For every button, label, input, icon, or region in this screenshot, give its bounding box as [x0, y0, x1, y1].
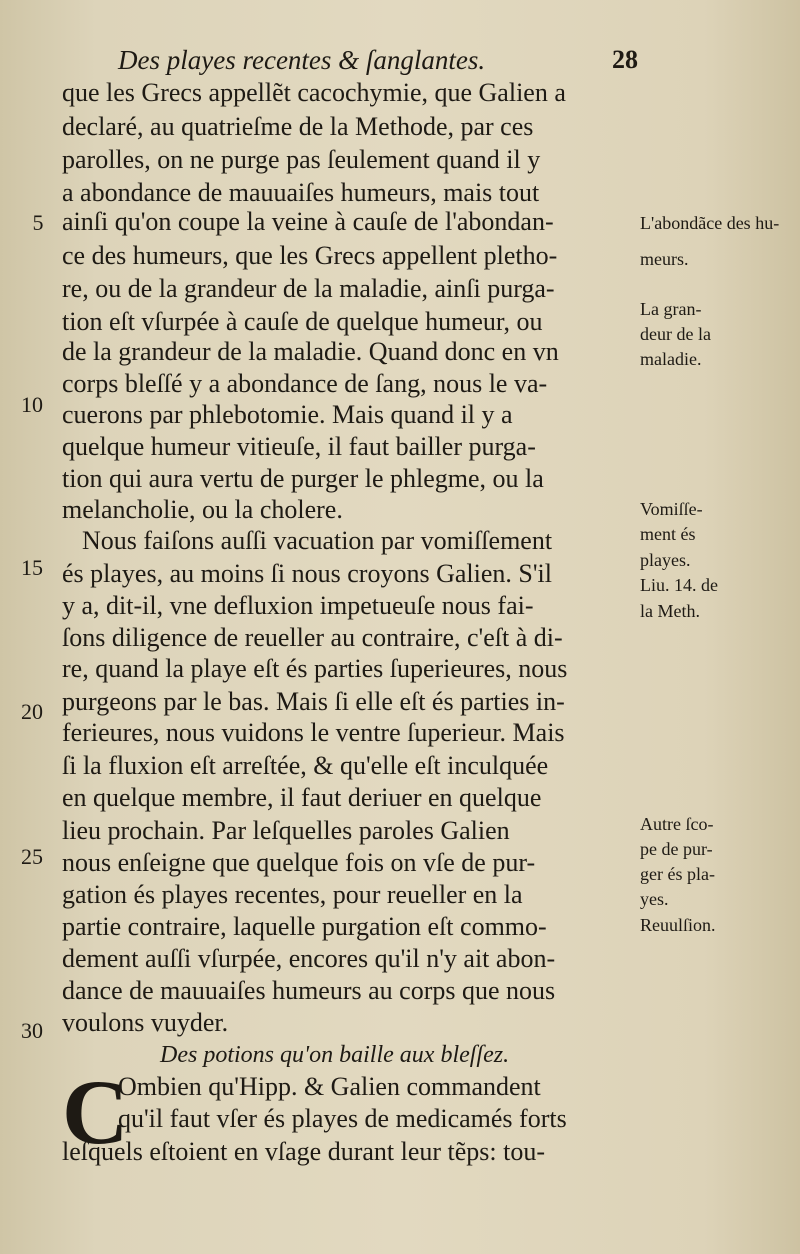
running-title: Des playes recentes & ſanglantes. [118, 45, 486, 75]
margin-note: La gran- [640, 299, 702, 319]
section-heading: Des potions qu'on baille aux bleſſez. [160, 1042, 510, 1068]
margin-note: Autre ſco- [640, 814, 714, 834]
text-line: en quelque membre, il faut deriuer en quelque [62, 783, 542, 812]
margin-note: ment és [640, 524, 696, 544]
text-line: purgeons par le bas. Mais ſi elle eſt és parties in- [62, 687, 565, 716]
text-line: dance de mauuaiſes humeurs au corps que nous [62, 976, 556, 1005]
margin-note: deur de la [640, 324, 711, 344]
margin-note: meurs. [640, 249, 689, 269]
line-number: 5 [32, 210, 44, 235]
margin-note: yes. [640, 889, 669, 909]
margin-note: Reuulſion. [640, 915, 716, 935]
line-number: 15 [21, 555, 43, 580]
line-number: 20 [21, 699, 43, 724]
text-line: parolles, on ne purge pas ſeulement quand il y [62, 145, 541, 174]
text-line: declaré, au quatrieſme de la Methode, par ces [62, 112, 534, 141]
text-line: re, ou de la grandeur de la maladie, ainſi purga- [62, 274, 555, 303]
margin-note: Liu. 14. de [640, 575, 718, 595]
text-line: partie contraire, laquelle purgation eſt commo- [62, 912, 547, 941]
margin-note: la Meth. [640, 601, 700, 621]
text-line: ferieures, nous vuidons le ventre ſuperieur. Mais [62, 718, 565, 747]
text-line: és playes, au moins ſi nous croyons Galien. S'il [62, 559, 552, 588]
text-line: leſquels eſtoient en vſage durant leur tẽps: tou- [62, 1137, 546, 1166]
line-number: 25 [21, 844, 43, 869]
text-line: cuerons par phlebotomie. Mais quand il y a [62, 400, 513, 429]
page-number: 28 [612, 45, 638, 74]
margin-note: maladie. [640, 349, 702, 369]
margin-note: L'abondãce des hu- [640, 213, 780, 233]
margin-note: ger és pla- [640, 864, 715, 884]
text-line: y a, dit-il, vne defluxion impetueuſe nous fai- [62, 591, 534, 620]
text-line: corps bleſſé y a abondance de ſang, nous le va- [62, 369, 548, 398]
margin-note: playes. [640, 550, 691, 570]
text-line: tion qui aura vertu de purger le phlegme, ou la [62, 464, 544, 493]
text-line: re, quand la playe eſt és parties ſuperieures, nous [62, 654, 568, 683]
text-line: que les Grecs appellẽt cacochymie, que Galien a [62, 78, 566, 107]
text-line: dement auſſi vſurpée, encores qu'il n'y ait abon- [62, 944, 556, 973]
text-line: quelque humeur vitieuſe, il faut bailler purga- [62, 432, 536, 461]
margin-note: Vomiſſe- [640, 499, 703, 519]
text-line: nous enſeigne que quelque fois on vſe de pur- [62, 848, 536, 877]
text-line: Nous faiſons auſſi vacuation par vomiſſement [82, 526, 553, 555]
margin-note: pe de pur- [640, 839, 713, 859]
text-line: a abondance de mauuaiſes humeurs, mais tout [62, 178, 540, 207]
text-line: Ombien qu'Hipp. & Galien commandent [118, 1072, 541, 1101]
line-number: 30 [21, 1018, 43, 1043]
text-line: lieu prochain. Par leſquelles paroles Galien [62, 816, 510, 845]
text-line: gation és playes recentes, pour reueller en la [62, 880, 523, 909]
drop-capital: C [62, 1061, 129, 1163]
text-line: ce des humeurs, que les Grecs appellent pletho- [62, 241, 558, 270]
text-line: de la grandeur de la maladie. Quand donc en vn [62, 337, 559, 366]
text-line: ſons diligence de reueller au contraire, c'eſt à di- [62, 623, 563, 652]
text-line: ſi la fluxion eſt arreſtée, & qu'elle eſt inculquée [62, 751, 549, 780]
text-line: ainſi qu'on coupe la veine à cauſe de l'abondan- [62, 207, 554, 236]
text-line: melancholie, ou la cholere. [62, 495, 343, 524]
text-line: voulons vuyder. [62, 1008, 229, 1037]
text-line: tion eſt vſurpée à cauſe de quelque humeur, ou [62, 307, 543, 336]
text-line: qu'il faut vſer és playes de medicamés forts [118, 1104, 567, 1133]
line-number: 10 [21, 392, 43, 417]
